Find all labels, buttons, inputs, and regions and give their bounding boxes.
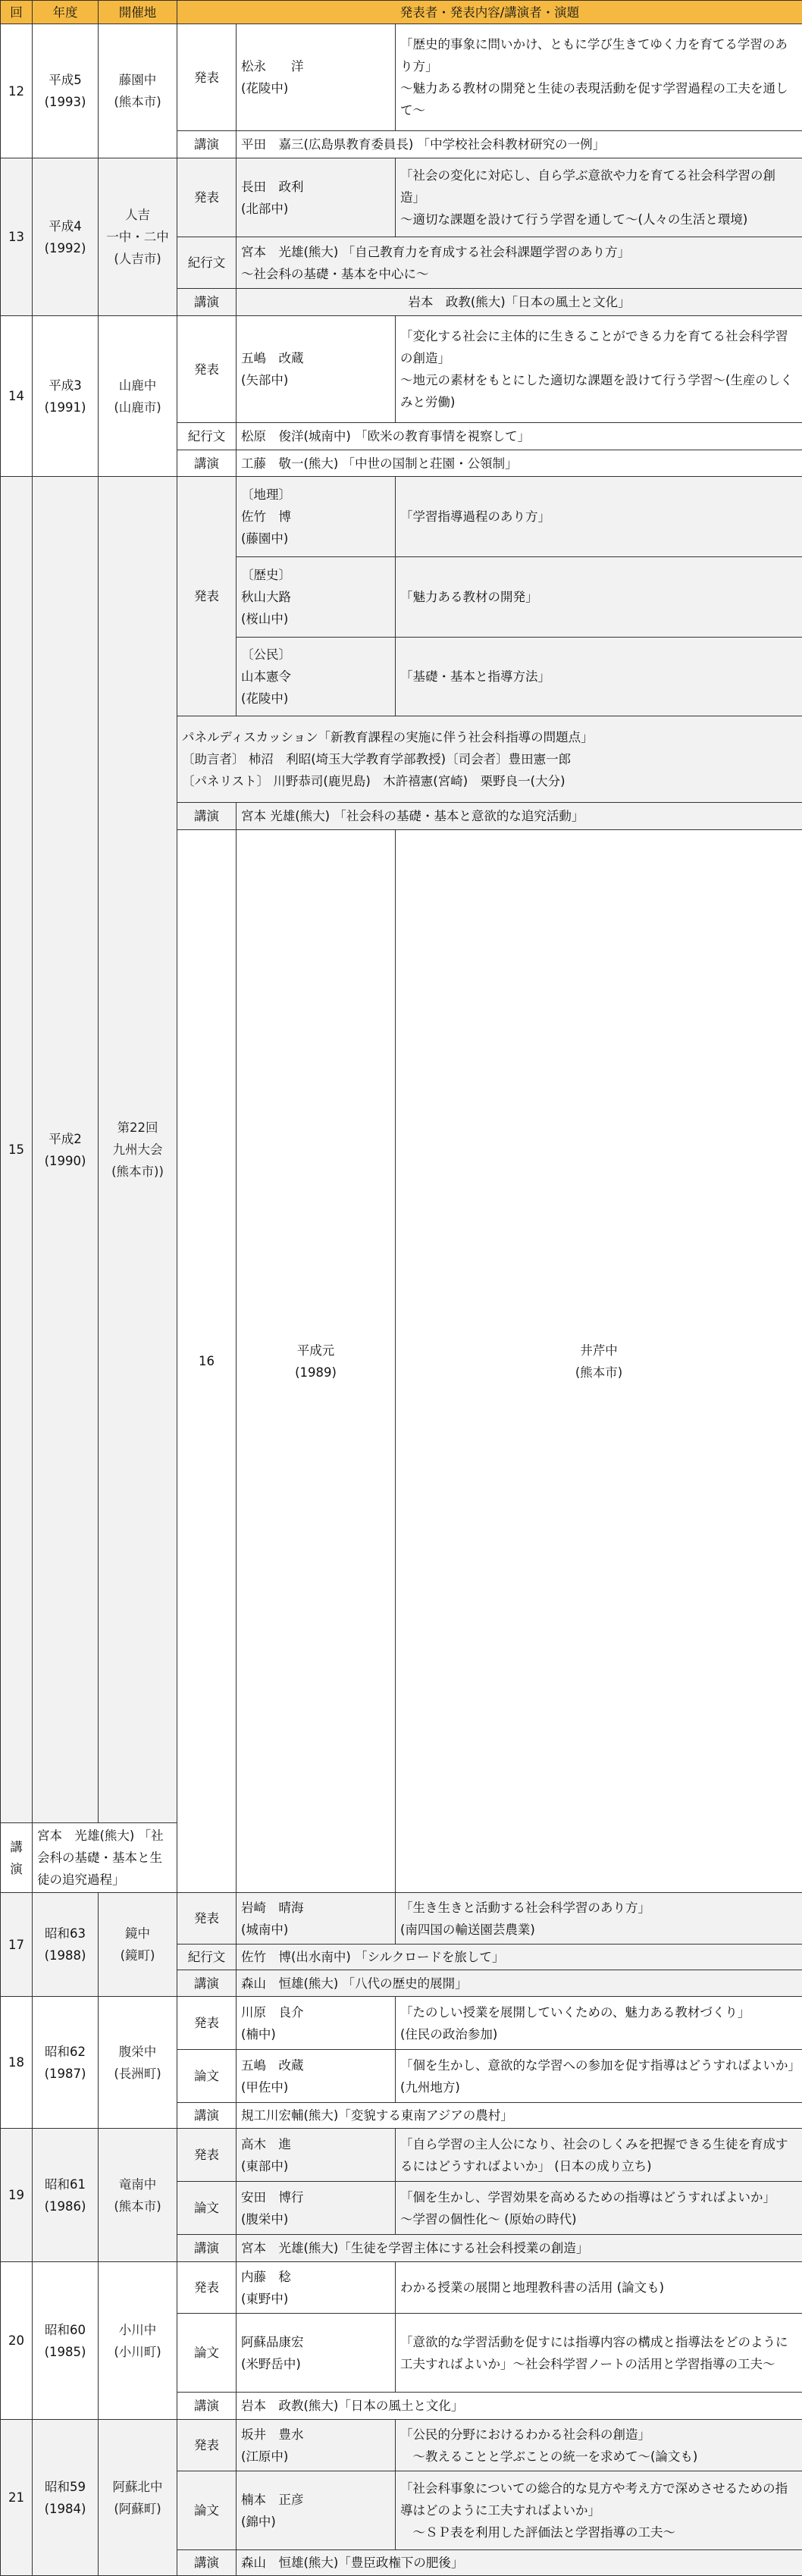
paper-topic: 「個を生かし、学習効果を高めるための指導はどうすればよいか」 ～学習の個性化～ (原始の時代) [396, 2182, 802, 2235]
row-venue: 人吉 一中・二中 (人吉市) [99, 158, 177, 316]
travelogue: 佐竹 博(出水南中) 「シルクロードを旅して」 [237, 1945, 802, 1970]
row-venue: 藤園中 (熊本市) [99, 24, 177, 158]
row-year: 昭和61 (1986) [33, 2129, 99, 2262]
row-venue: 小川中 (小川町) [99, 2262, 177, 2420]
label-ronbun: 論文 [177, 2314, 237, 2393]
col-header-year: 年度 [33, 1, 99, 24]
label-koen: 講演 [177, 450, 237, 477]
row-number: 13 [1, 158, 33, 316]
presentation-topic: 「歴史的事象に問いかけ、ともに学び生きてゆく力を育てる学習のあり方」 ～魅力ある教材の開発と生徒の表現活動を促す学習過程の工夫を通して～ [396, 24, 802, 131]
presentation-topic: 「公民的分野におけるわかる社会科の創造」 ～教えることと学ぶことの統一を求めて～(論文も) [396, 2420, 802, 2471]
table-row [1, 2262, 802, 2314]
row-year: 昭和62 (1987) [33, 1997, 99, 2129]
paper-topic: 「個を生かし、意欲的な学習への参加を促す指導はどうすればよいか」(九州地方) [396, 2050, 802, 2103]
presentation-topic: わかる授業の展開と地理教科書の活用 (論文も) [396, 2262, 802, 2314]
label-koen: 講演 [177, 131, 237, 158]
label-kiko: 紀行文 [177, 423, 237, 450]
row-number: 12 [1, 24, 33, 158]
row-venue: 鏡中 (鏡町) [99, 1893, 177, 1997]
row-year: 昭和59 (1984) [33, 2420, 99, 2576]
label-happyo: 発表 [177, 2420, 237, 2471]
presentation-topic: 「自ら学習の主人公になり、社会のしくみを把握できる生徒を育成するにはどうすればよいか」 (日本の成り立ち) [396, 2129, 802, 2182]
presenter: 〔歴史〕 秋山大路 (桜山中) [237, 557, 396, 638]
table-row [1, 1893, 802, 1945]
header-row [1, 1, 802, 24]
lecture: 宮本 光雄(熊大) 「社会科の基礎・基本と生徒の追究過程」 [33, 1823, 177, 1893]
presenter: 〔公民〕 山本憲令 (花陵中) [237, 638, 396, 716]
presentation-topic: 「社会の変化に対応し、自ら学ぶ意欲や力を育てる社会科学習の創造」 ～適切な課題を設けて行う学習を通して～(人々の生活と環境) [396, 158, 802, 237]
row-venue: 第22回 九州大会 (熊本市)) [99, 477, 177, 1823]
label-happyo: 発表 [177, 2262, 237, 2314]
table-row [1, 158, 802, 237]
label-ronbun: 論文 [177, 2471, 237, 2550]
table-row [1, 24, 802, 131]
lecture: 岩本 政教(熊大)「日本の風土と文化」 [237, 289, 802, 316]
row-number: 16 [177, 830, 237, 1893]
row-year: 昭和63 (1988) [33, 1893, 99, 1997]
row-venue: 竜南中 (熊本市) [99, 2129, 177, 2262]
presenter: 五嶋 改蔵 (矢部中) [237, 316, 396, 423]
presentation-topic: 「魅力ある教材の開発」 [396, 557, 802, 638]
presenter: 松永 洋 (花陵中) [237, 24, 396, 131]
lecture: 森山 恒雄(熊大) 「八代の歴史的展開」 [237, 1970, 802, 1997]
presentation-topic: 「変化する社会に主体的に生きることができる力を育てる社会科学習の創造」 ～地元の素材をもとにした適切な課題を設けて行う学習～(生産のしくみと労働) [396, 316, 802, 423]
presenter: 川原 良介 (楠中) [237, 1997, 396, 2050]
presentation-topic: 「たのしい授業を展開していくための、魅力ある教材づくり」 (住民の政治参加) [396, 1997, 802, 2050]
row-number: 14 [1, 316, 33, 477]
label-happyo: 発表 [177, 158, 237, 237]
lecture: 宮本 光雄(熊大) 「社会科の基礎・基本と意欲的な追究活動」 [237, 803, 802, 830]
label-koen: 講演 [177, 1970, 237, 1997]
label-koen: 講演 [1, 1823, 33, 1893]
col-header-no: 回 [1, 1, 33, 24]
presentation-topic: 「生き生きと活動する社会科学習のあり方」 (南四国の輸送園芸農業) [396, 1893, 802, 1945]
author: 楠本 正彦 (錦中) [237, 2471, 396, 2550]
label-kiko: 紀行文 [177, 1945, 237, 1970]
label-koen: 講演 [177, 803, 237, 830]
author: 安田 博行 (腹栄中) [237, 2182, 396, 2235]
row-year: 平成4 (1992) [33, 158, 99, 316]
label-ronbun: 論文 [177, 2050, 237, 2103]
row-number: 20 [1, 2262, 33, 2420]
lecture: 規工川宏輔(熊大)「変貌する東南アジアの農村」 [237, 2103, 802, 2129]
presentation-topic: 「基礎・基本と指導方法」 [396, 638, 802, 716]
label-happyo: 発表 [177, 316, 237, 423]
paper-topic: 「意欲的な学習活動を促すには指導内容の構成と指導法をどのように工夫すればよいか」～社会科学習ノートの活用と学習指導の工夫～ [396, 2314, 802, 2393]
author: 五嶋 改蔵 (甲佐中) [237, 2050, 396, 2103]
row-year: 平成2 (1990) [33, 477, 99, 1823]
presenter: 坂井 豊水 (江原中) [237, 2420, 396, 2471]
row-venue: 井芹中 (熊本市) [396, 830, 802, 1893]
label-koen: 講演 [177, 2235, 237, 2262]
label-koen: 講演 [177, 2393, 237, 2420]
travelogue: 宮本 光雄(熊大) 「自己教育力を育成する社会科課題学習のあり方」 ～社会科の基礎・基本を中心に～ [237, 237, 802, 289]
label-koen: 講演 [177, 2550, 237, 2576]
label-happyo: 発表 [177, 1893, 237, 1945]
table-row [1, 1997, 802, 2050]
author: 阿蘇品康宏 (米野岳中) [237, 2314, 396, 2393]
label-happyo: 発表 [177, 24, 237, 131]
lecture: 宮本 光雄(熊大)「生徒を学習主体にする社会科授業の創造」 [237, 2235, 802, 2262]
row-number: 15 [1, 477, 33, 1823]
table-row [1, 2420, 802, 2471]
row-number: 17 [1, 1893, 33, 1997]
label-koen: 講演 [177, 2103, 237, 2129]
table-row [1, 2129, 802, 2182]
presentation-topic: 「学習指導過程のあり方」 [396, 477, 802, 557]
paper-topic: 「社会科事象についての総合的な見方や考え方で深めさせるための指導はどのように工夫すればよいか」 ～ＳＰ表を利用した評価法と学習指導の工夫～ [396, 2471, 802, 2550]
row-year: 昭和60 (1985) [33, 2262, 99, 2420]
row-year: 平成5 (1993) [33, 24, 99, 158]
travelogue: 松原 俊洋(城南中) 「欧米の教育事情を視察して」 [237, 423, 802, 450]
row-venue: 山鹿中 (山鹿市) [99, 316, 177, 477]
row-number: 21 [1, 2420, 33, 2576]
label-happyo: 発表 [177, 477, 237, 716]
presenter: 高木 進 (東部中) [237, 2129, 396, 2182]
lecture: 森山 恒雄(熊大)「豊臣政権下の肥後」 [237, 2550, 802, 2576]
row-number: 18 [1, 1997, 33, 2129]
presenter: 長田 政利 (北部中) [237, 158, 396, 237]
table-row [1, 477, 802, 557]
col-header-venue: 開催地 [99, 1, 177, 24]
lecture: 岩本 政教(熊大)「日本の風土と文化」 [237, 2393, 802, 2420]
label-koen: 講演 [177, 289, 237, 316]
lecture: 工藤 敬一(熊大) 「中世の国制と荘園・公領制」 [237, 450, 802, 477]
presenter: 岩崎 晴海 (城南中) [237, 1893, 396, 1945]
presenter: 〔地理〕 佐竹 博 (藤園中) [237, 477, 396, 557]
row-number: 19 [1, 2129, 33, 2262]
label-happyo: 発表 [177, 1997, 237, 2050]
table-row [1, 316, 802, 423]
panel-discussion: パネルディスカッション「新教育課程の実施に伴う社会科指導の問題点」 〔助言者〕 杮沼 利昭(埼玉大学教育学部教授)〔司会者〕豊田憲一郎 〔パネリスト〕 川野恭司(鹿児島) 木許禧憲(宮崎) 栗野良一(大分) [177, 716, 802, 803]
label-happyo: 発表 [177, 2129, 237, 2182]
row-venue: 阿蘇北中 (阿蘇町) [99, 2420, 177, 2576]
lecture: 平田 嘉三(広島県教育委員長) 「中学校社会科教材研究の一例」 [237, 131, 802, 158]
row-year: 平成元 (1989) [237, 830, 396, 1893]
col-header-content: 発表者・発表内容/講演者・演題 [177, 1, 802, 24]
presenter: 内藤 稔 (東野中) [237, 2262, 396, 2314]
label-ronbun: 論文 [177, 2182, 237, 2235]
row-venue: 腹栄中 (長洲町) [99, 1997, 177, 2129]
row-year: 平成3 (1991) [33, 316, 99, 477]
label-kiko: 紀行文 [177, 237, 237, 289]
